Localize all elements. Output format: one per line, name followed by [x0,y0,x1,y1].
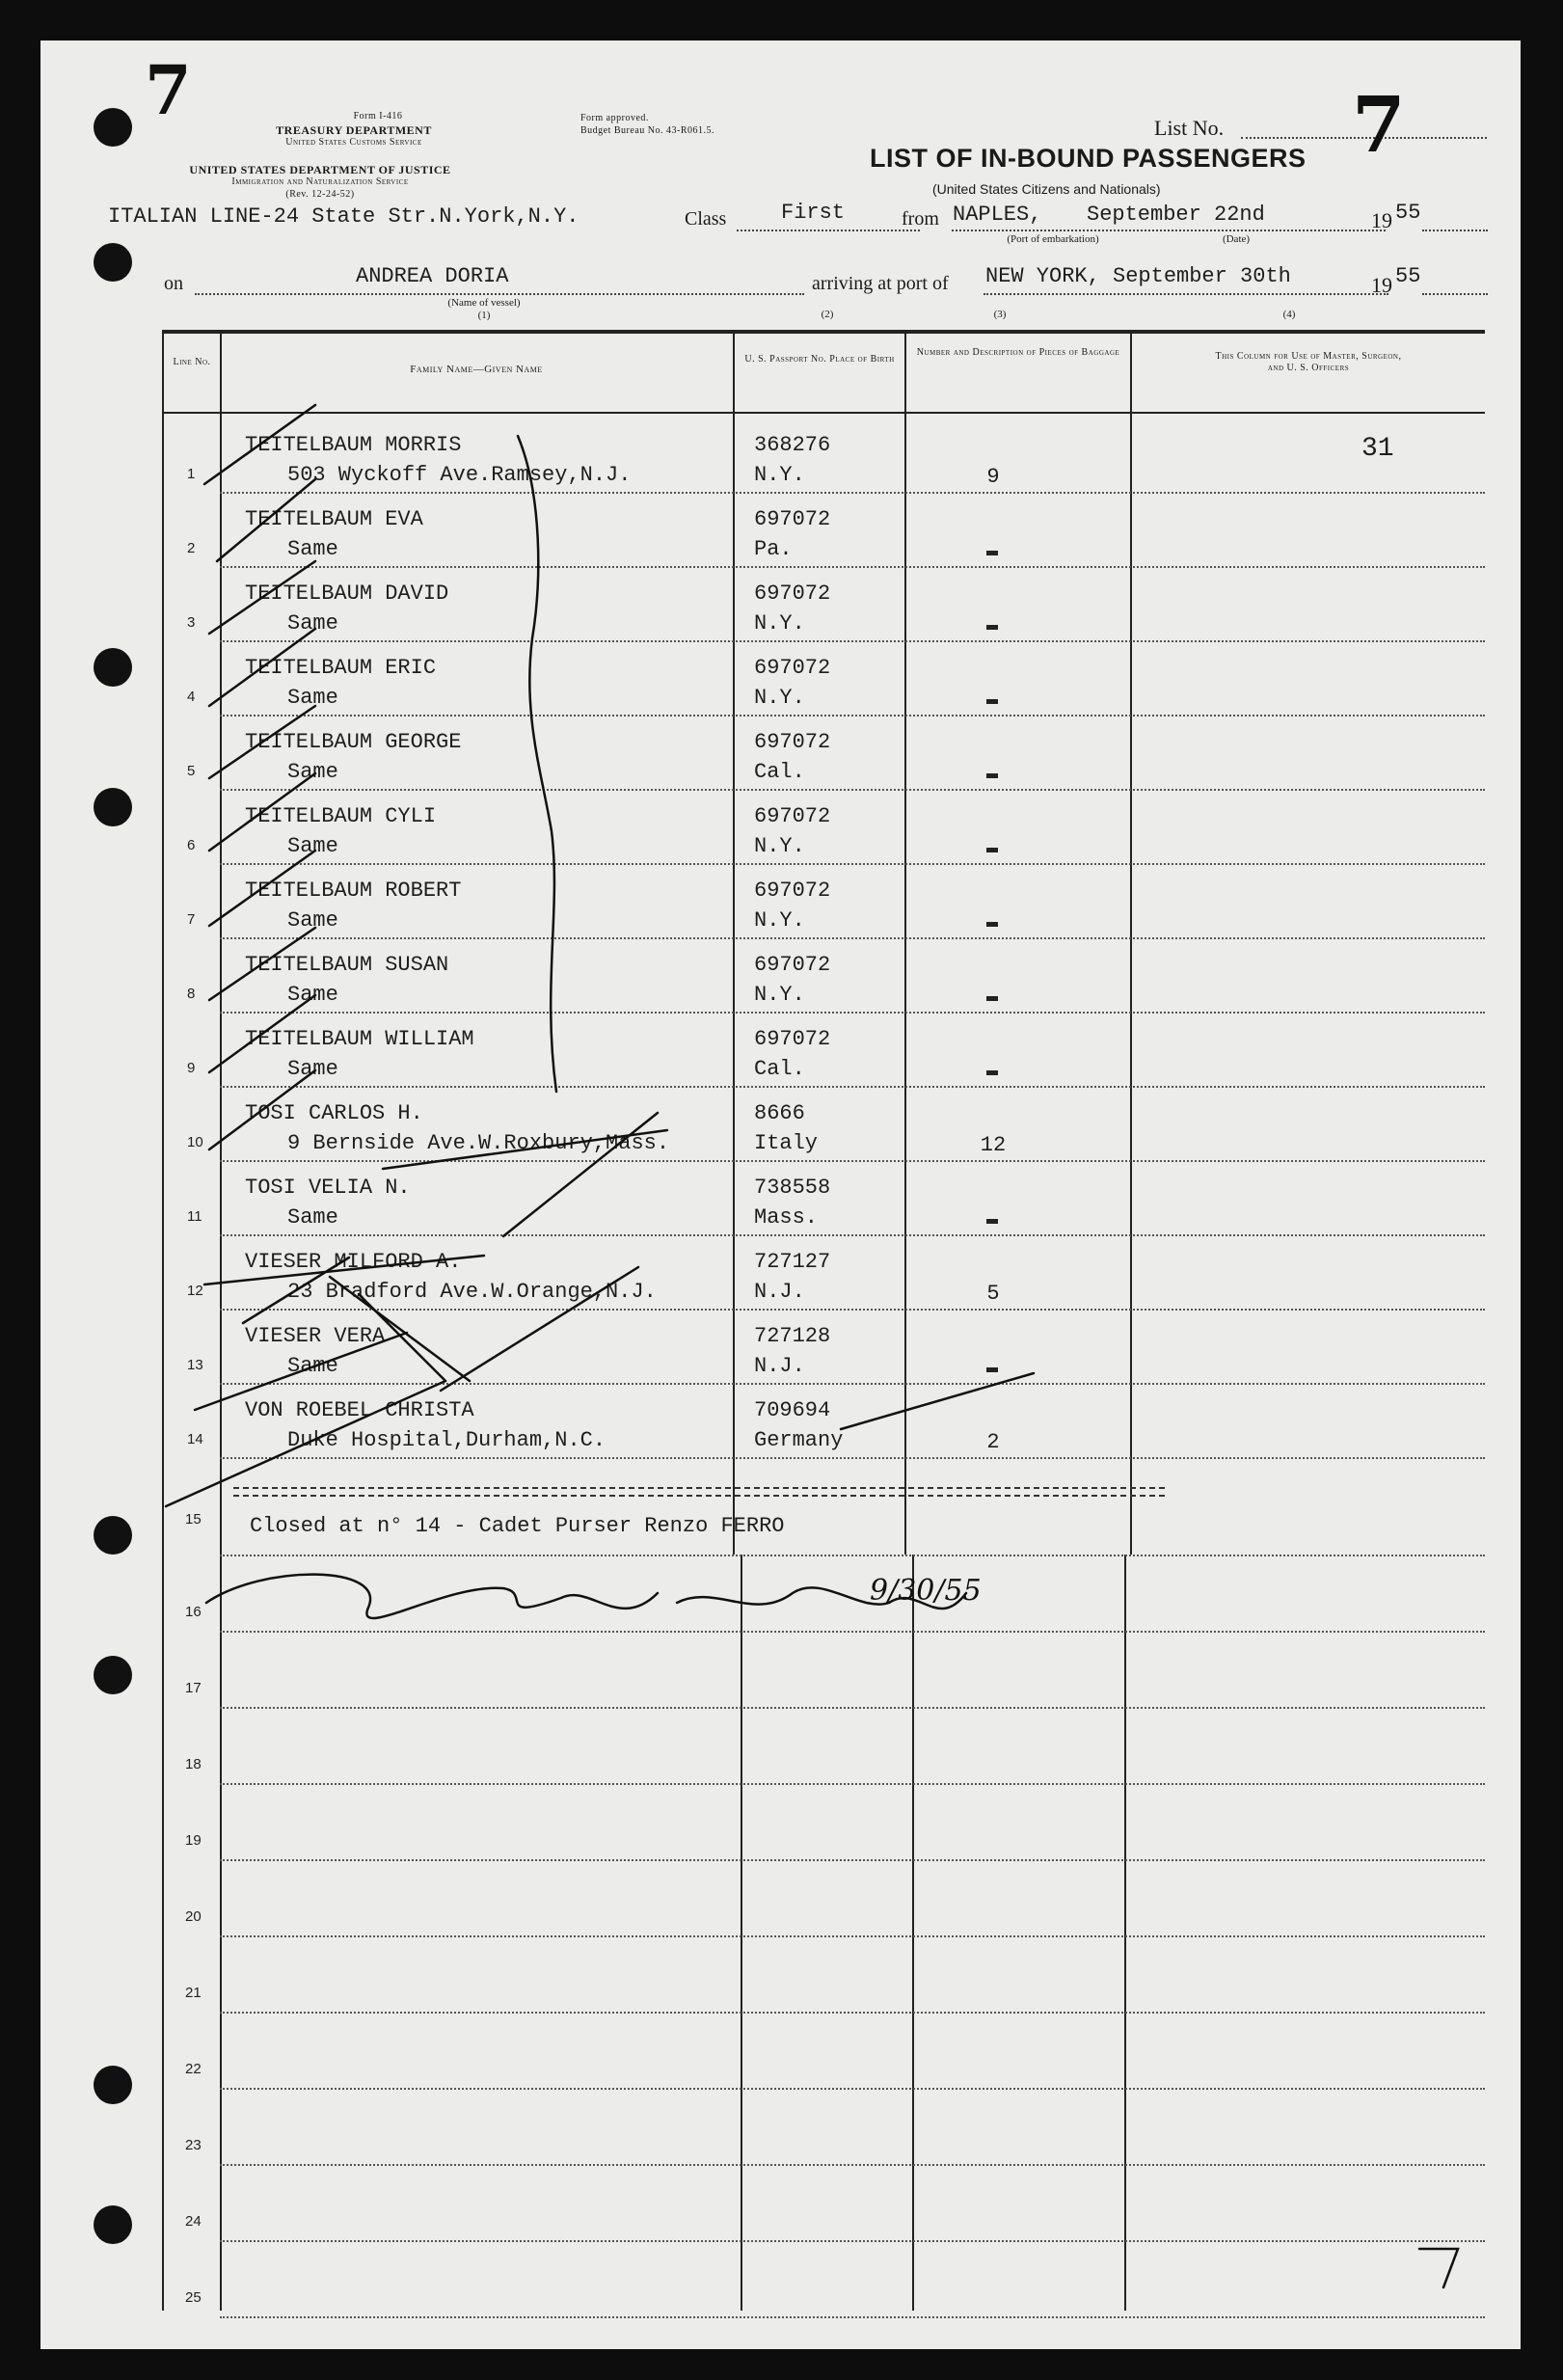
closing-note: Closed at n° 14 - Cadet Purser Renzo FERRO [250,1514,785,1538]
punch-hole [94,2205,132,2244]
row-number: 14 [187,1431,203,1447]
passenger-name: TOSI VELIA N. [245,1176,411,1200]
budget-number: Budget Bureau No. 43-R061.5. [580,125,714,136]
vessel-name: ANDREA DORIA [356,264,509,288]
place-of-birth: N.Y. [754,983,805,1007]
passport-number: 8666 [754,1101,805,1125]
col-header-baggage: Number and Description of Pieces of Baggage [916,347,1120,358]
baggage-count: 2 [986,1430,1000,1454]
page-title: LIST OF IN-BOUND PASSENGERS [870,144,1307,173]
col-header-line-no: Line No. [173,357,211,367]
passport-number: 738558 [754,1176,831,1200]
row-number: 8 [187,986,196,1002]
col-header-officers: This Column for Use of Master, Surgeon, and U. S. Officers [1215,351,1402,373]
passenger-name: TEITELBAUM CYLI [245,804,437,828]
passport-number: 697072 [754,879,831,903]
row-number: 5 [187,763,196,779]
row-number: 24 [185,2213,202,2230]
punch-hole [94,2066,132,2104]
row-number: 13 [187,1357,203,1373]
row-number: 12 [187,1283,203,1299]
row-number: 2 [187,540,196,556]
port-caption: (Port of embarkation) [1007,233,1099,245]
place-of-birth: N.Y. [754,611,805,636]
row-number: 25 [185,2289,202,2306]
passport-number: 697072 [754,656,831,680]
from-value: NAPLES, [953,203,1042,227]
passenger-name: TEITELBAUM DAVID [245,581,449,606]
row-number: 17 [185,1680,202,1696]
year-1: 55 [1395,201,1421,225]
passport-number: 697072 [754,804,831,828]
baggage-dash [986,773,998,778]
place-of-birth: N.Y. [754,686,805,710]
baggage-dash [986,848,998,852]
passenger-address: Duke Hospital,Durham,N.C. [287,1428,606,1452]
row-number: 10 [187,1134,203,1150]
passenger-name: TEITELBAUM WILLIAM [245,1027,474,1051]
place-of-birth: N.Y. [754,463,805,487]
form-approved: Form approved. [580,113,649,123]
passenger-address: Same [287,1354,338,1378]
row-number: 20 [185,1908,202,1925]
place-of-birth: Germany [754,1428,844,1452]
rev-label: (Rev. 12-24-52) [285,189,355,200]
passenger-name: VIESER MILFORD A. [245,1250,462,1274]
passenger-name: TEITELBAUM ROBERT [245,879,462,903]
year-prefix-1: 19 [1371,208,1392,232]
row-number: 3 [187,614,196,631]
list-no-label: List No. [1154,116,1225,140]
passenger-address: Same [287,1205,338,1230]
baggage-dash [986,922,998,927]
passenger-address: Same [287,908,338,933]
passenger-address: Same [287,760,338,784]
col2-number: (2) [821,309,834,320]
table-left-border [162,330,164,2311]
passport-number: 697072 [754,1027,831,1051]
col4-number: (4) [1282,309,1296,320]
col-header-name: Family Name—Given Name [410,364,543,375]
baggage-dash [986,1219,998,1224]
line-company: ITALIAN LINE-24 State Str.N.York,N.Y. [108,204,579,229]
on-label: on [164,273,183,294]
baggage-count: 12 [980,1133,1007,1157]
list-no-value: 7 [1352,79,1406,170]
passenger-name: TEITELBAUM EVA [245,507,423,531]
year-prefix-2: 19 [1371,273,1392,297]
place-of-birth: Cal. [754,760,805,784]
punch-hole [94,788,132,826]
place-of-birth: N.Y. [754,834,805,858]
passenger-address: Same [287,1057,338,1081]
passenger-name: TEITELBAUM GEORGE [245,730,462,754]
punch-hole [94,648,132,687]
table-top-border [162,330,1485,334]
table-header-rule [162,412,1485,414]
place-of-birth: N.J. [754,1354,805,1378]
baggage-dash [986,625,998,630]
row-number: 7 [187,911,196,928]
passport-number: 697072 [754,730,831,754]
passport-number: 727128 [754,1324,831,1348]
passenger-address: Same [287,611,338,636]
passenger-name: VON ROEBEL CHRISTA [245,1398,474,1422]
row-number: 23 [185,2137,202,2153]
class-label: Class [685,208,727,230]
baggage-count: 9 [986,465,1000,489]
passenger-name: TEITELBAUM ERIC [245,656,437,680]
punch-hole [94,108,132,147]
passport-number: 368276 [754,433,831,457]
date-caption: (Date) [1222,233,1251,245]
passenger-address: 503 Wyckoff Ave.Ramsey,N.J. [287,463,632,487]
passenger-address: Same [287,983,338,1007]
col1-number: (1) [477,310,491,321]
passenger-address: 23 Bradford Ave.W.Orange,N.J. [287,1280,657,1304]
page-subtitle: (United States Citizens and Nationals) [932,181,1161,197]
place-of-birth: Mass. [754,1205,819,1230]
customs-label: United States Customs Service [285,137,422,148]
row-number: 9 [187,1060,196,1076]
passport-number: 709694 [754,1398,831,1422]
place-of-birth: Pa. [754,537,793,561]
row-number: 18 [185,1756,202,1772]
officer-note: 31 [1361,434,1394,464]
passport-number: 697072 [754,953,831,977]
col3-number: (3) [993,309,1007,320]
place-of-birth: Italy [754,1131,819,1155]
closing-separator [233,1487,1165,1497]
row-number: 11 [187,1208,202,1225]
corner-mark: 7 [145,50,192,130]
row-number: 19 [185,1832,202,1849]
passenger-address: Same [287,537,338,561]
baggage-dash [986,1070,998,1075]
vessel-caption: (Name of vessel) [447,297,521,309]
baggage-count: 5 [986,1282,1000,1306]
passenger-name: TOSI CARLOS H. [245,1101,423,1125]
punch-hole [94,1516,132,1555]
passenger-name: TEITELBAUM MORRIS [245,433,462,457]
arriving-label: arriving at port of [812,273,949,294]
punch-hole [94,1656,132,1694]
baggage-dash [986,699,998,704]
passenger-name: TEITELBAUM SUSAN [245,953,449,977]
from-date: September 22nd [1087,203,1265,227]
row-number: 1 [187,466,196,482]
baggage-dash [986,1367,998,1372]
justice-label: UNITED STATES DEPARTMENT OF JUSTICE [189,163,451,176]
place-of-birth: N.Y. [754,908,805,933]
row-number: 6 [187,837,196,853]
treasury-label: TREASURY DEPARTMENT [276,123,432,137]
passenger-name: VIESER VERA [245,1324,386,1348]
passenger-address: Same [287,686,338,710]
form-number: Form I-416 [353,111,403,122]
baggage-dash [986,551,998,555]
signature-date: 9/30/55 [870,1574,982,1608]
class-value: First [781,201,846,225]
year-2: 55 [1395,264,1421,288]
row-number: 4 [187,689,196,705]
place-of-birth: Cal. [754,1057,805,1081]
form-sheet [40,41,1521,2349]
row-number: 22 [185,2061,202,2077]
passenger-address: 9 Bernside Ave.W.Roxbury,Mass. [287,1131,670,1155]
passport-number: 697072 [754,507,831,531]
ins-label: Immigration and Naturalization Service [231,176,409,187]
arriving-value: NEW YORK, September 30th [985,264,1291,288]
from-label: from [902,208,939,230]
place-of-birth: N.J. [754,1280,805,1304]
baggage-dash [986,996,998,1001]
passport-number: 697072 [754,581,831,606]
punch-hole [94,243,132,282]
row-number: 21 [185,1985,202,2001]
passenger-address: Same [287,834,338,858]
passport-number: 727127 [754,1250,831,1274]
row-number: 15 [185,1511,202,1528]
row-number: 16 [185,1604,202,1620]
bottom-mark [1429,2239,1457,2291]
col-header-passport: U. S. Passport No. Place of Birth [744,354,895,365]
